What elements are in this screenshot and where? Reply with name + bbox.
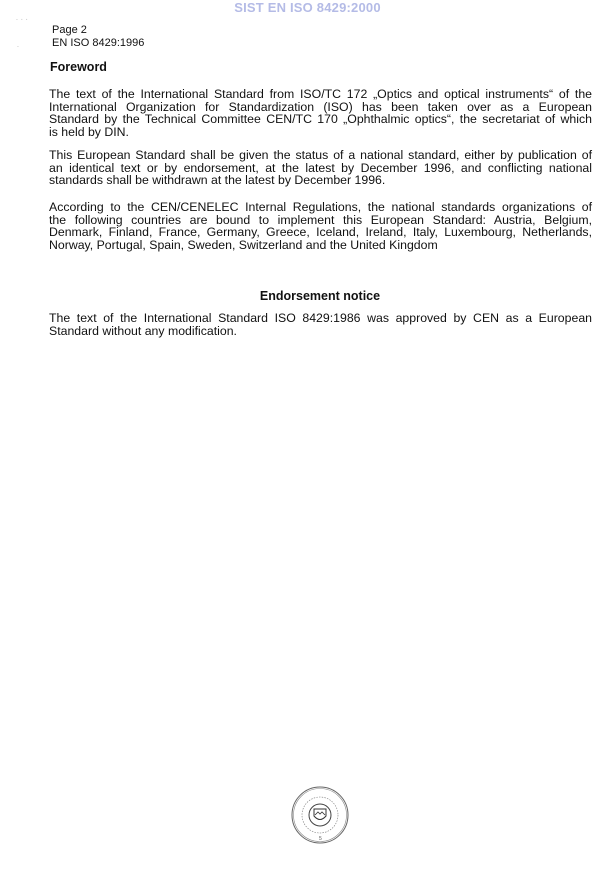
page-number: Page 2 xyxy=(52,24,87,36)
endorsement-heading: Endorsement notice xyxy=(259,289,381,303)
text-line: an identical text or by endorsement, at the latest by December 1996, and conflicting national xyxy=(49,160,592,175)
scan-speck: ˙ ˙ ˙ xyxy=(16,18,29,27)
foreword-paragraph xyxy=(49,201,592,251)
official-seal-stamp xyxy=(290,785,350,845)
scan-speck: ˙ xyxy=(17,45,20,54)
text-line: Denmark, Finland, France, Germany, Greece, Iceland, Ireland, Italy, Luxembourg, Netherlands, xyxy=(49,225,592,240)
text-line: The text of the International Standard ISO 8429:1986 was approved by CEN as a European xyxy=(49,311,592,325)
foreword-paragraph xyxy=(49,149,592,187)
text-line: International Organization for Standardization (ISO) has been taken over as a European xyxy=(49,99,592,114)
endorsement-paragraph xyxy=(49,312,592,337)
text-line: This European Standard shall be given the status of a national standard, either by publication of xyxy=(49,148,592,162)
text-line: standards shall be withdrawn at the latest by December 1996. xyxy=(49,173,386,188)
text-line: Standard without any modification. xyxy=(49,323,237,338)
text-line: The text of the International Standard from ISO/TC 172 „Optics and optical instruments“ of the xyxy=(49,87,592,101)
document-id: EN ISO 8429:1996 xyxy=(52,37,145,49)
text-line: the following countries are bound to implement this European Standard: Austria, Belgium, xyxy=(49,212,592,227)
text-line: Norway, Portugal, Spain, Sweden, Switzerland and the United Kingdom xyxy=(49,237,438,252)
text-line: According to the CEN/CENELEC Internal Regulations, the national standards organizations of xyxy=(49,200,592,214)
watermark: SIST EN ISO 8429:2000 xyxy=(234,0,381,15)
foreword-paragraph xyxy=(49,88,592,138)
svg-text:5: 5 xyxy=(319,836,322,842)
text-line: Standard by the Technical Committee CEN/TC 170 „Ophthalmic optics“, the secretariat of which xyxy=(49,112,592,127)
text-line: is held by DIN. xyxy=(49,124,129,139)
foreword-heading: Foreword xyxy=(50,60,107,74)
